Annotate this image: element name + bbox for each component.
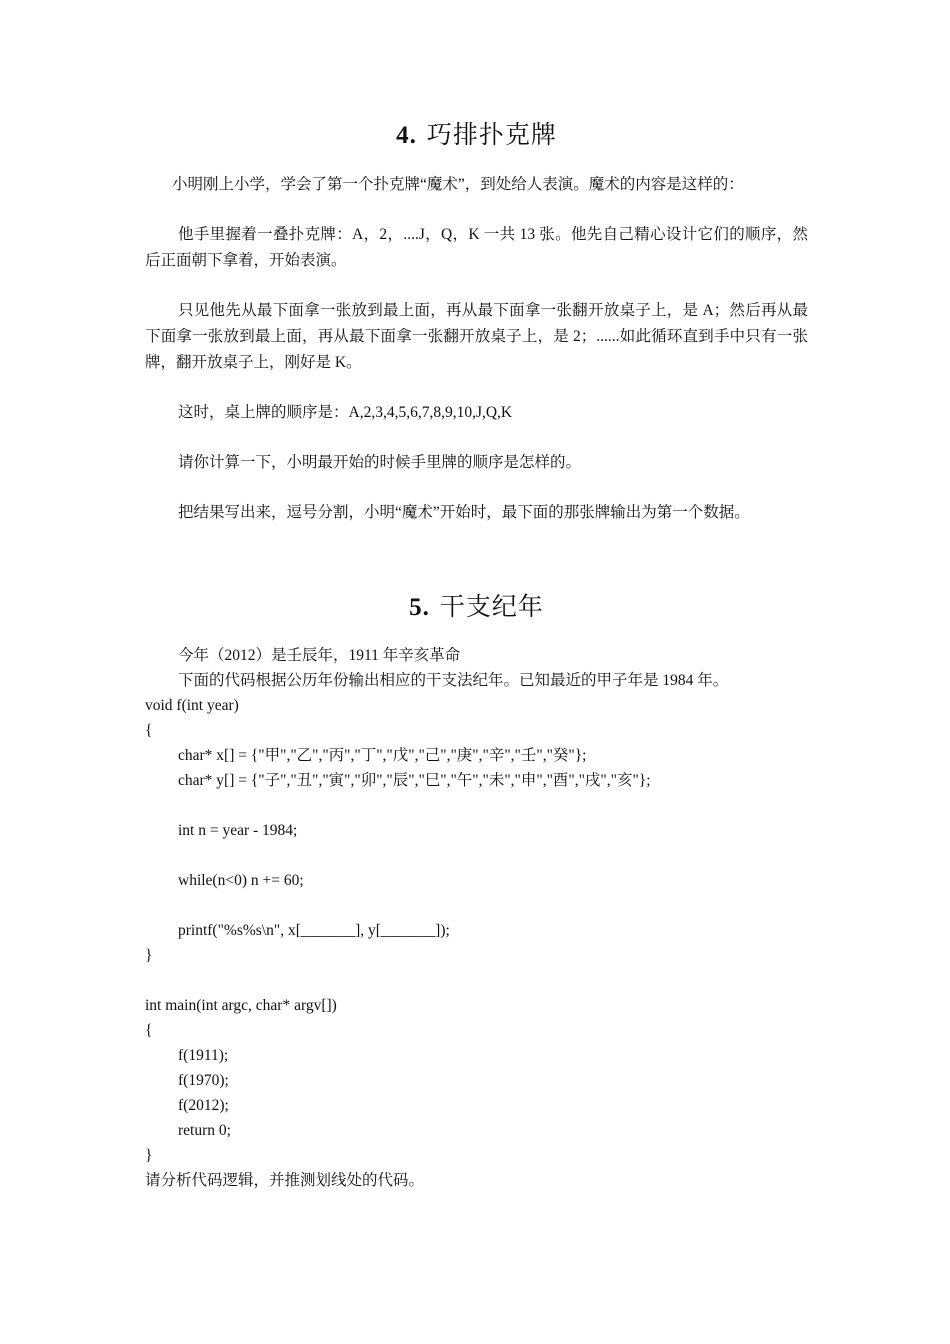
code-line: f(2012);: [178, 1097, 229, 1114]
section-5-title: [145, 587, 808, 623]
paragraph: 把结果写出来，逗号分割，小明“魔术”开始时，最下面的那张牌输出为第一个数据。: [178, 504, 750, 521]
code-line: {: [145, 722, 153, 739]
code-line: char* x[] = {"甲","乙","丙","丁","戊","己","庚","辛","壬","癸"};: [178, 747, 587, 764]
code-line: int n = year - 1984;: [178, 822, 298, 839]
intro-line: 今年（2012）是壬辰年，1911 年辛亥革命: [178, 647, 461, 664]
intro-line: 下面的代码根据公历年份输出相应的干支法纪年。已知最近的甲子年是 1984 年。: [178, 672, 729, 689]
code-line: }: [145, 947, 153, 964]
paragraph: 他手里握着一叠扑克牌：A，2，....J，Q，K 一共 13 张。他先自己精心设计它们的顺序，然后正面朝下拿着，开始表演。: [145, 226, 808, 269]
code-line: }: [145, 1147, 153, 1164]
code-line: {: [145, 1022, 153, 1039]
section-4-body: [145, 172, 808, 526]
paragraph: 这时，桌上牌的顺序是：A,2,3,4,5,6,7,8,9,10,J,Q,K: [178, 404, 513, 421]
paragraph: 小明刚上小学，学会了第一个扑克牌“魔术”，到处给人表演。魔术的内容是这样的：: [172, 176, 744, 193]
code-line: int main(int argc, char* argv[]): [145, 997, 337, 1014]
code-line: f(1911);: [178, 1047, 229, 1064]
section-number: 4.: [396, 122, 417, 149]
section-title-text: 干支纪年: [439, 594, 544, 621]
paragraph: 请你计算一下，小明最开始的时候手里牌的顺序是怎样的。: [178, 454, 582, 471]
section-4-title: [145, 115, 808, 151]
code-line: void f(int year): [145, 697, 239, 714]
code-line: printf("%s%s\n", x[_______], y[_______]);: [178, 922, 450, 939]
code-block: [145, 693, 808, 1168]
code-line: while(n<0) n += 60;: [178, 872, 304, 889]
section-5-body: [145, 643, 808, 1193]
section-title-text: 巧排扑克牌: [426, 122, 557, 149]
paragraph: 只见他先从最下面拿一张放到最上面，再从最下面拿一张翻开放桌子上，是 A；然后再从最下面拿一张放到最上面，再从最下面拿一张翻开放桌子上，是 2；......如此循环直到手中只有一张牌，翻开放桌子上，刚好是 K。: [145, 302, 808, 371]
code-line: char* y[] = {"子","丑","寅","卯","辰","巳","午","未","申","酉","戌","亥"};: [178, 772, 651, 789]
code-line: return 0;: [178, 1122, 231, 1139]
code-line: f(1970);: [178, 1072, 229, 1089]
section-number: 5.: [409, 594, 430, 621]
outro-line: 请分析代码逻辑，并推测划线处的代码。: [145, 1172, 425, 1189]
